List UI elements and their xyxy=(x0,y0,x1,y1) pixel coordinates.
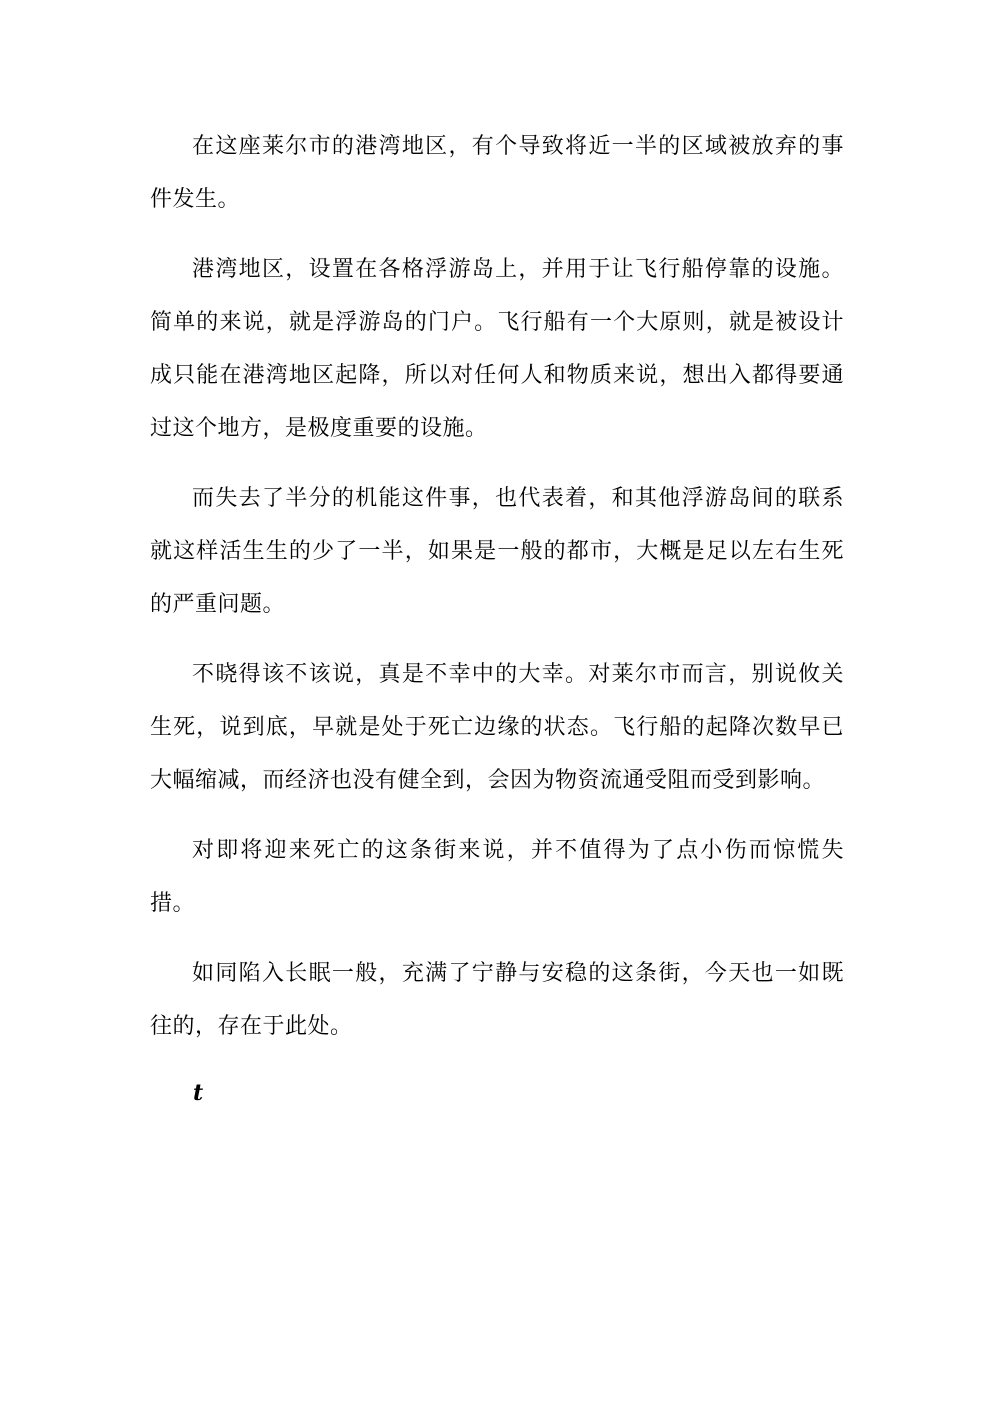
text-body xyxy=(150,120,844,1070)
stray-mark: t xyxy=(193,1080,204,1106)
paragraph-5: 对即将迎来死亡的这条街来说，并不值得为了点小伤而惊慌失措。 xyxy=(150,838,844,916)
paragraph-1: 在这座莱尔市的港湾地区，有个导致将近一半的区域被放弃的事件发生。 xyxy=(150,134,844,212)
paragraph-2: 港湾地区，设置在各格浮游岛上，并用于让飞行船停靠的设施。简单的来说，就是浮游岛的门户。飞行船有一个大原则，就是被设计成只能在港湾地区起降，所以对任何人和物质来说，想出入都得要通过这个地方，是极度重要的设施。 xyxy=(150,257,844,441)
paragraph-4: 不晓得该不该说，真是不幸中的大幸。对莱尔市而言，别说攸关生死，说到底，早就是处于死亡边缘的状态。飞行船的起降次数早已大幅缩减，而经济也没有健全到，会因为物资流通受阻而受到影响。 xyxy=(150,662,844,793)
paragraph-6: 如同陷入长眠一般，充满了宁静与安稳的这条街，今天也一如既往的，存在于此处。 xyxy=(150,961,844,1039)
paragraph-3: 而失去了半分的机能这件事，也代表着，和其他浮游岛间的联系就这样活生生的少了一半，如果是一般的都市，大概是足以左右生死的严重问题。 xyxy=(150,486,844,617)
